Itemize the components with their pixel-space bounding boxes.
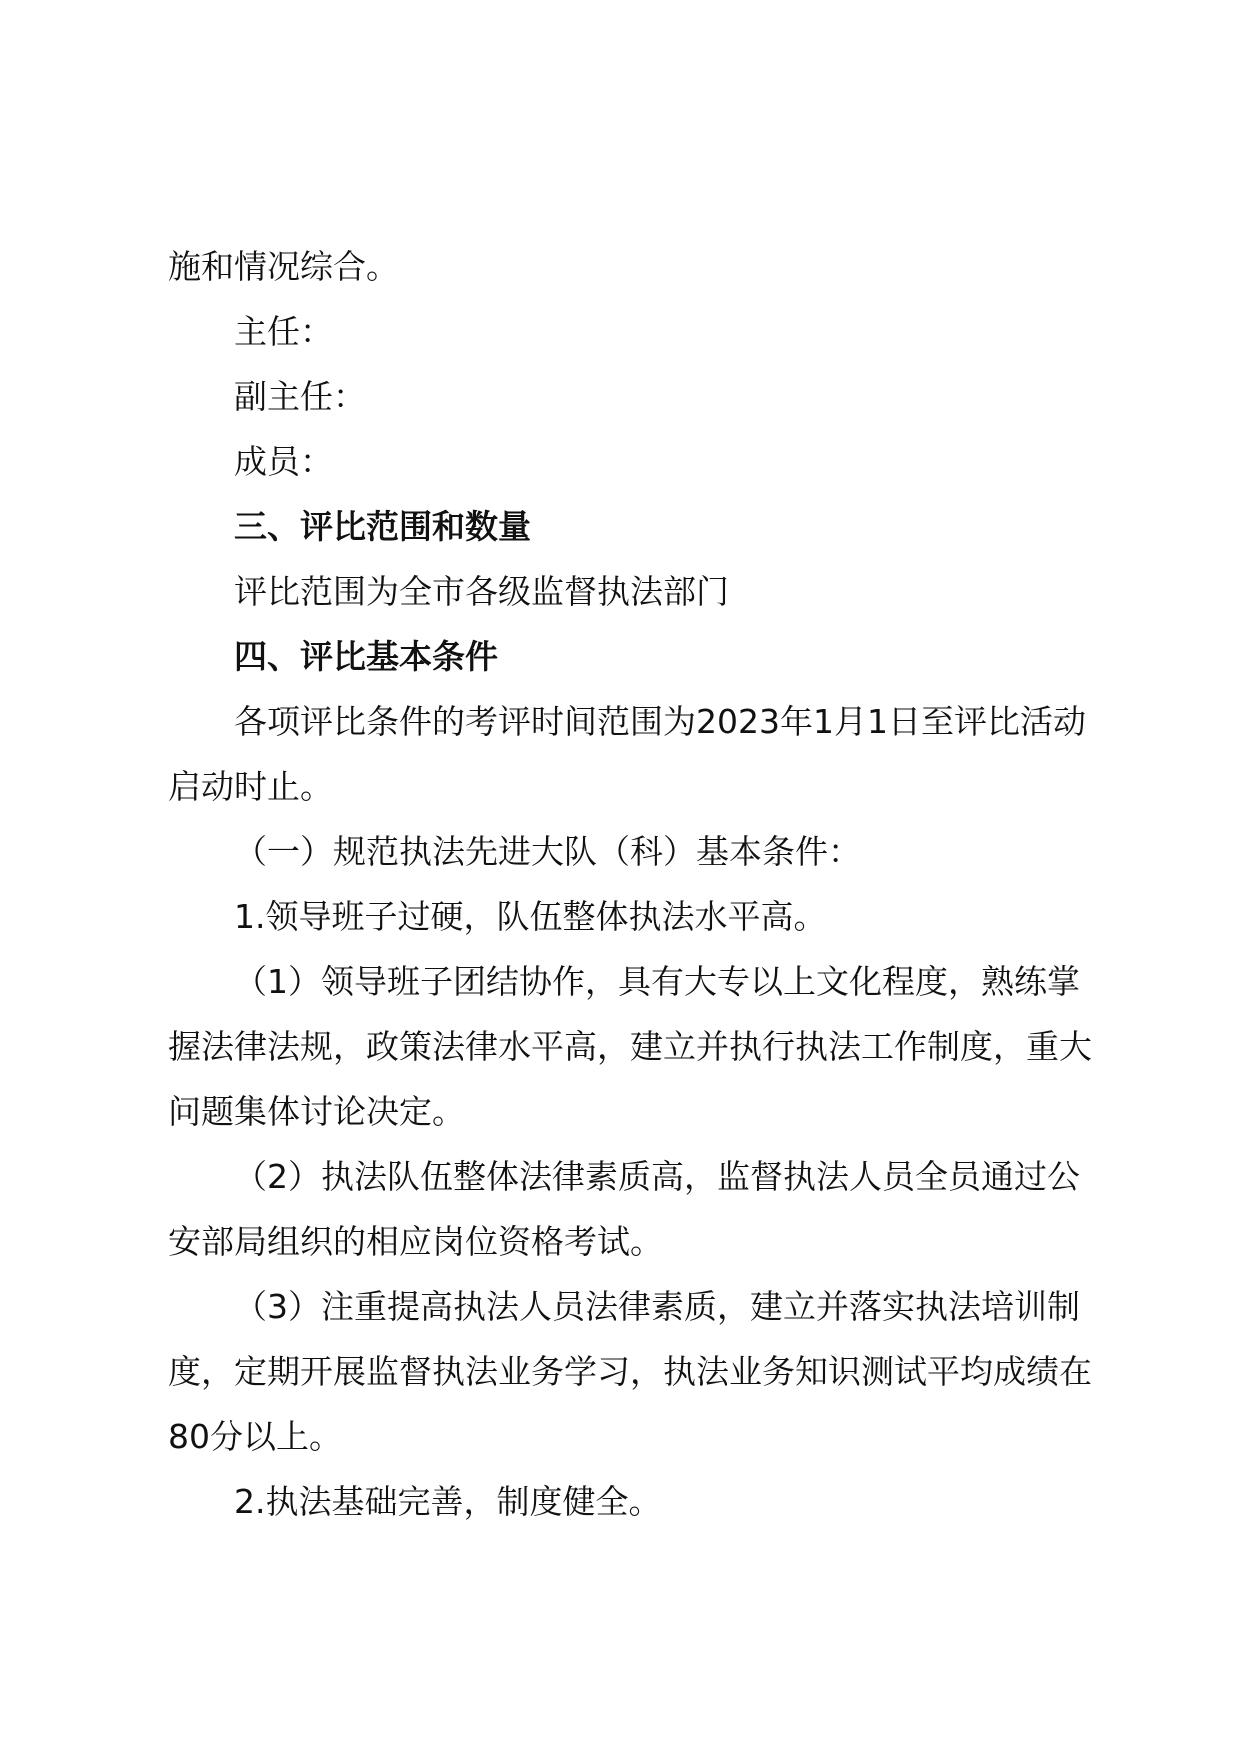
paragraph-line: 施和情况综合。 [168,247,399,286]
paragraph-line: 度，定期开展监督执法业务学习，执法业务知识测试平均成绩在 [168,1352,1092,1391]
section-heading: 三、评比范围和数量 [234,507,531,546]
subsection-heading: （一）规范执法先进大队（科）基本条件： [234,832,861,871]
list-item: （3）注重提高执法人员法律素质，建立并落实执法培训制 [234,1287,1080,1326]
document-body [168,234,1113,1534]
paragraph-line: 评比范围为全市各级监督执法部门 [234,572,729,611]
paragraph-line: 各项评比条件的考评时间范围为2023年1月1日至评比活动 [234,702,1086,741]
list-item: （1）领导班子团结协作，具有大专以上文化程度，熟练掌 [234,962,1080,1001]
paragraph-line: 安部局组织的相应岗位资格考试。 [168,1222,663,1261]
list-item: （2）执法队伍整体法律素质高，监督执法人员全员通过公 [234,1157,1080,1196]
section-heading: 四、评比基本条件 [234,637,498,676]
list-item: 2.执法基础完善，制度健全。 [234,1482,662,1521]
paragraph-line: 80分以上。 [168,1417,342,1456]
paragraph-line: 问题集体讨论决定。 [168,1092,465,1131]
paragraph-line: 握法律法规，政策法律水平高，建立并执行执法工作制度，重大 [168,1027,1092,1066]
paragraph-line: 启动时止。 [168,767,333,806]
deputy-director-label: 副主任： [234,377,366,416]
members-label: 成员： [234,442,333,481]
list-item: 1.领导班子过硬，队伍整体执法水平高。 [234,897,827,936]
director-label: 主任： [234,312,333,351]
